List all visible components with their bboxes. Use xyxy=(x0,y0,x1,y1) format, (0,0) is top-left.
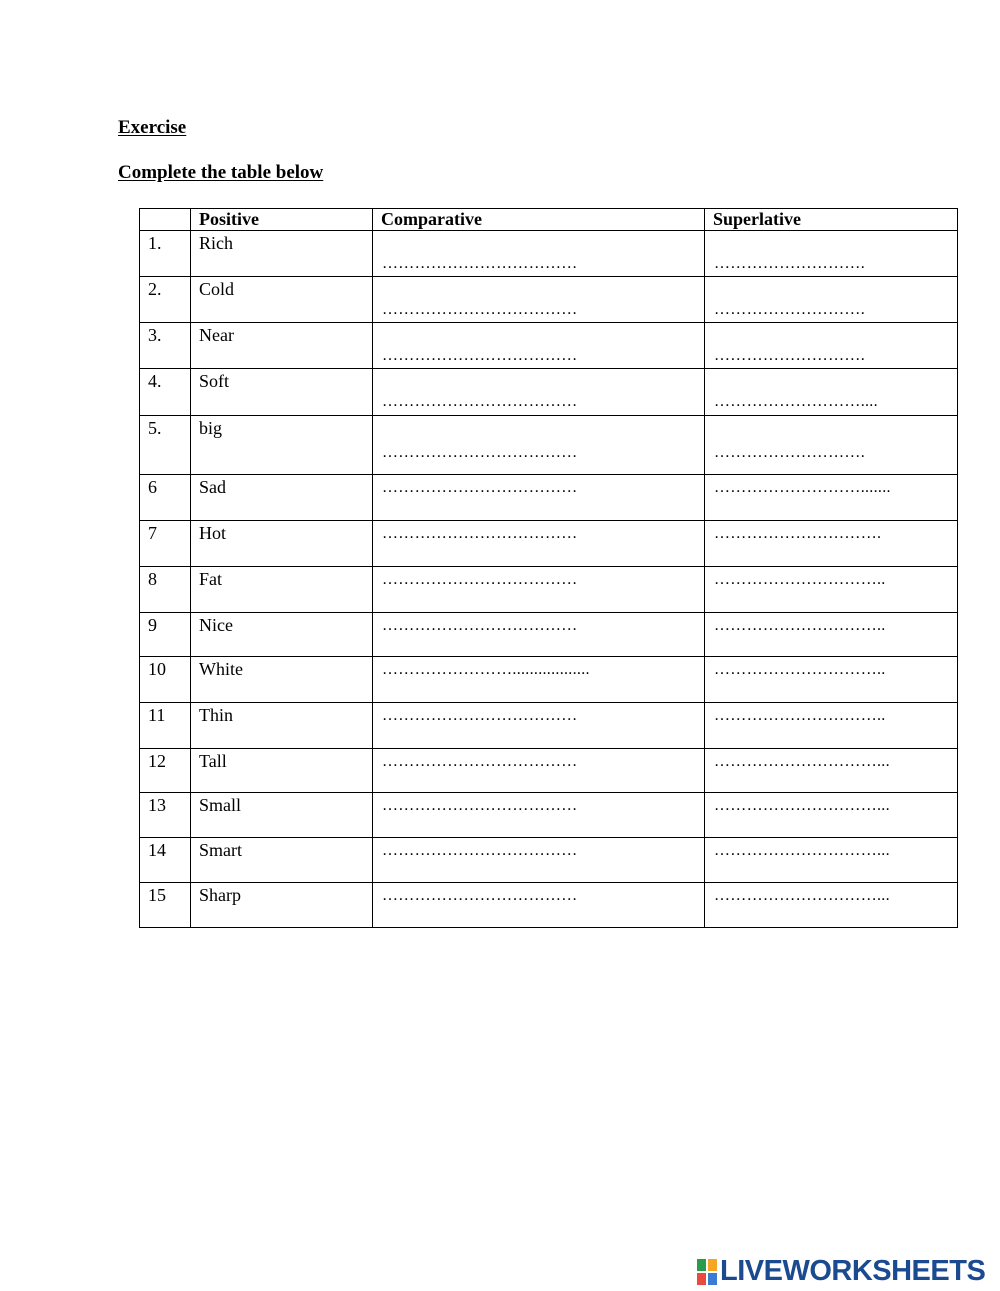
table-row xyxy=(140,521,958,567)
comparative-cell[interactable] xyxy=(373,416,705,475)
positive-cell: Rich xyxy=(191,231,373,277)
positive-cell: big xyxy=(191,416,373,475)
row-number: 9 xyxy=(140,613,191,657)
table-row xyxy=(140,657,958,703)
positive-cell: Hot xyxy=(191,521,373,567)
row-number: 2. xyxy=(140,277,191,323)
comparative-cell[interactable] xyxy=(373,883,705,928)
row-number: 13 xyxy=(140,793,191,838)
table-header-row xyxy=(140,209,958,231)
superlative-cell[interactable] xyxy=(705,475,958,521)
superlative-cell[interactable] xyxy=(705,657,958,703)
row-number: 10 xyxy=(140,657,191,703)
logo-square-i xyxy=(708,1259,717,1271)
table-row xyxy=(140,369,958,416)
superlative-cell[interactable] xyxy=(705,793,958,838)
logo-square-v xyxy=(697,1273,706,1285)
positive-cell: Smart xyxy=(191,838,373,883)
table-row xyxy=(140,793,958,838)
superlative-cell[interactable] xyxy=(705,231,958,277)
comparative-blank[interactable]: ……………………………… xyxy=(382,255,578,272)
comparative-cell[interactable] xyxy=(373,567,705,613)
superlative-cell[interactable] xyxy=(705,703,958,749)
row-number: 15 xyxy=(140,883,191,928)
superlative-cell[interactable] xyxy=(705,883,958,928)
row-number: 7 xyxy=(140,521,191,567)
comparative-cell[interactable] xyxy=(373,475,705,521)
comparative-blank[interactable]: ……………………………… xyxy=(382,393,578,410)
superlative-cell[interactable] xyxy=(705,521,958,567)
comparative-blank[interactable]: ……………………………… xyxy=(382,842,578,859)
adjectives-table xyxy=(139,208,958,928)
comparative-cell[interactable] xyxy=(373,323,705,369)
superlative-blank[interactable]: ………………………. xyxy=(714,301,865,318)
superlative-blank[interactable]: …………………………... xyxy=(714,842,890,859)
row-number: 3. xyxy=(140,323,191,369)
row-number: 6 xyxy=(140,475,191,521)
superlative-blank[interactable]: ………………………….. xyxy=(714,571,886,588)
logo-square-l xyxy=(697,1259,706,1271)
superlative-cell[interactable] xyxy=(705,749,958,793)
positive-cell: Sharp xyxy=(191,883,373,928)
comparative-cell[interactable] xyxy=(373,613,705,657)
positive-cell: Small xyxy=(191,793,373,838)
positive-cell: Near xyxy=(191,323,373,369)
comparative-blank[interactable]: ……………………………… xyxy=(382,887,578,904)
row-number: 14 xyxy=(140,838,191,883)
superlative-cell[interactable] xyxy=(705,567,958,613)
superlative-blank[interactable]: …………………………... xyxy=(714,887,890,904)
comparative-blank[interactable]: ……………………………… xyxy=(382,479,578,496)
superlative-blank[interactable]: …………………………. xyxy=(714,525,882,542)
comparative-cell[interactable] xyxy=(373,793,705,838)
header-superlative: Superlative xyxy=(705,209,958,231)
superlative-blank[interactable]: ………………………….. xyxy=(714,661,886,678)
row-number: 4. xyxy=(140,369,191,416)
table-row xyxy=(140,613,958,657)
logo-text: LIVEWORKSHEETS xyxy=(720,1255,986,1287)
instruction-heading: Complete the table below xyxy=(118,162,324,183)
table-row xyxy=(140,277,958,323)
comparative-blank[interactable]: ……………………………… xyxy=(382,347,578,364)
table-row xyxy=(140,838,958,883)
superlative-cell[interactable] xyxy=(705,838,958,883)
superlative-blank[interactable]: ………………………….. xyxy=(714,707,886,724)
comparative-blank[interactable]: ……………………………… xyxy=(382,571,578,588)
superlative-cell[interactable] xyxy=(705,277,958,323)
comparative-blank[interactable]: ……………………………… xyxy=(382,753,578,770)
comparative-blank[interactable]: ……………………………… xyxy=(382,707,578,724)
superlative-blank[interactable]: ………………………....... xyxy=(714,479,891,496)
header-positive: Positive xyxy=(191,209,373,231)
comparative-cell[interactable] xyxy=(373,703,705,749)
comparative-blank[interactable]: ……………………………… xyxy=(382,444,578,461)
table-row xyxy=(140,323,958,369)
comparative-blank[interactable]: ……………………………… xyxy=(382,525,578,542)
comparative-cell[interactable] xyxy=(373,521,705,567)
comparative-cell[interactable] xyxy=(373,231,705,277)
superlative-blank[interactable]: ………………………. xyxy=(714,255,865,272)
positive-cell: White xyxy=(191,657,373,703)
table-row xyxy=(140,416,958,475)
superlative-blank[interactable]: …………………………... xyxy=(714,797,890,814)
comparative-blank[interactable]: ……………………………… xyxy=(382,617,578,634)
comparative-cell[interactable] xyxy=(373,369,705,416)
superlative-cell[interactable] xyxy=(705,369,958,416)
comparative-blank[interactable]: …………………….................. xyxy=(382,661,590,678)
header-comparative: Comparative xyxy=(373,209,705,231)
superlative-cell[interactable] xyxy=(705,323,958,369)
row-number: 12 xyxy=(140,749,191,793)
row-number: 11 xyxy=(140,703,191,749)
comparative-cell[interactable] xyxy=(373,749,705,793)
logo-square-e xyxy=(708,1273,717,1285)
page-heading: Exercise xyxy=(118,117,187,138)
positive-cell: Nice xyxy=(191,613,373,657)
table-row xyxy=(140,231,958,277)
table-row xyxy=(140,567,958,613)
table-row xyxy=(140,703,958,749)
superlative-blank[interactable]: ………………………. xyxy=(714,444,865,461)
superlative-blank[interactable]: ………………………. xyxy=(714,347,865,364)
superlative-cell[interactable] xyxy=(705,613,958,657)
logo-mark-icon xyxy=(697,1259,717,1285)
row-number: 5. xyxy=(140,416,191,475)
positive-cell: Soft xyxy=(191,369,373,416)
comparative-cell[interactable] xyxy=(373,838,705,883)
liveworksheets-logo xyxy=(697,1255,985,1288)
comparative-blank[interactable]: ……………………………… xyxy=(382,797,578,814)
positive-cell: Cold xyxy=(191,277,373,323)
comparative-cell[interactable] xyxy=(373,657,705,703)
table-row xyxy=(140,883,958,928)
table-row xyxy=(140,749,958,793)
row-number: 8 xyxy=(140,567,191,613)
positive-cell: Tall xyxy=(191,749,373,793)
table-row xyxy=(140,475,958,521)
comparative-blank[interactable]: ……………………………… xyxy=(382,301,578,318)
comparative-cell[interactable] xyxy=(373,277,705,323)
row-number: 1. xyxy=(140,231,191,277)
superlative-blank[interactable]: …………………………... xyxy=(714,753,890,770)
positive-cell: Sad xyxy=(191,475,373,521)
superlative-blank[interactable]: ………………………….. xyxy=(714,617,886,634)
positive-cell: Thin xyxy=(191,703,373,749)
header-number xyxy=(140,209,191,231)
superlative-cell[interactable] xyxy=(705,416,958,475)
positive-cell: Fat xyxy=(191,567,373,613)
superlative-blank[interactable]: ……………………….... xyxy=(714,393,878,410)
